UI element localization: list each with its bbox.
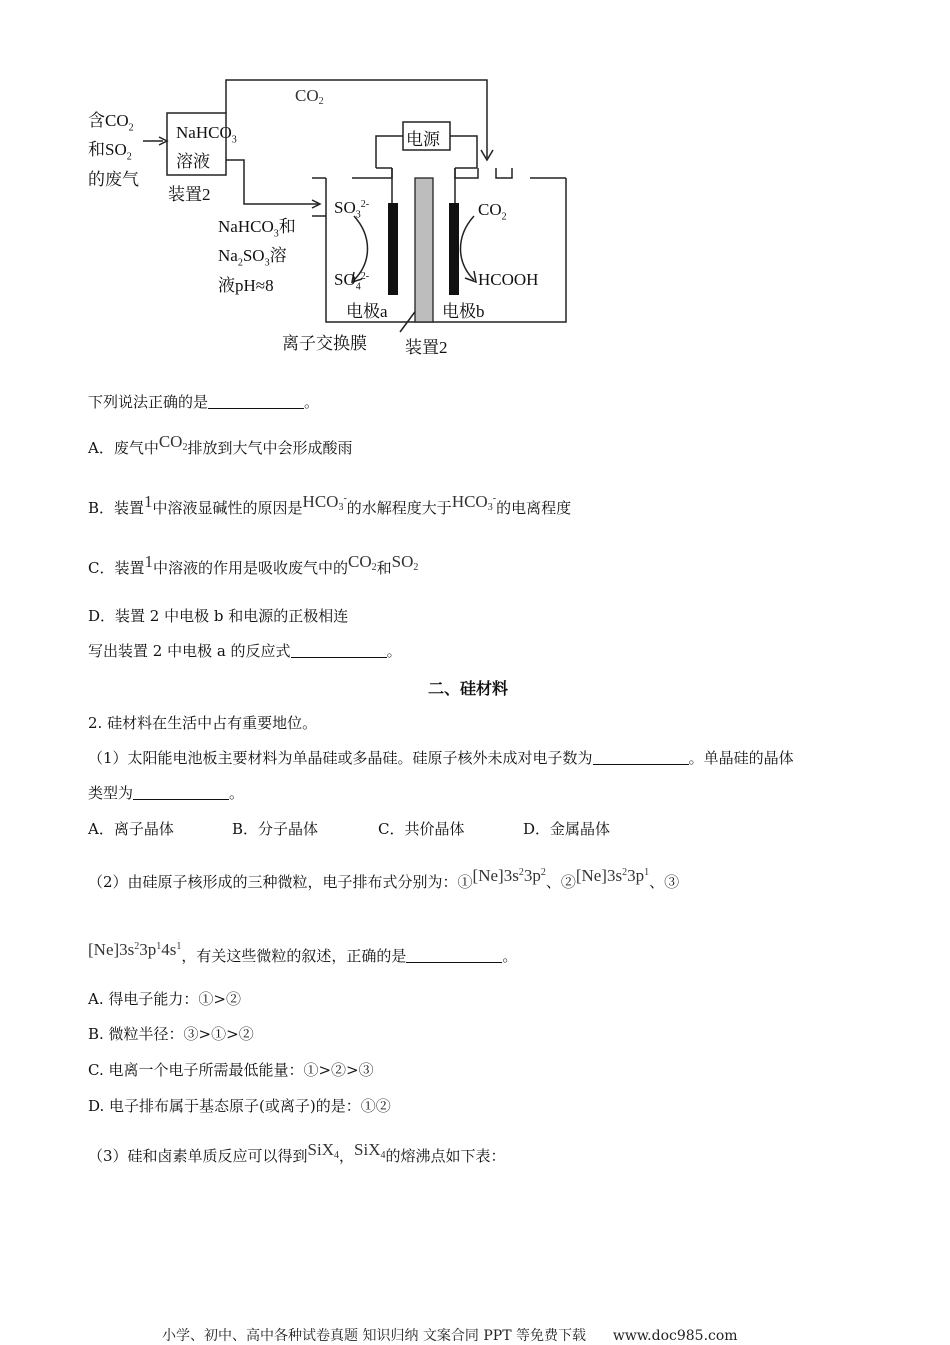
arrow-b: [461, 216, 475, 280]
sulfite-label: $SO_3^{2-}$: [334, 198, 370, 221]
q2-part2-line1: （2）由硅原子核形成的三种微粒，电子排布式分别为：$①[Ne]3s^23p^2$、$②[Ne]3s^23p^1$、③: [88, 866, 680, 891]
electrode-b-label: 电极b: [442, 302, 485, 321]
q1-option-c[interactable]: C．装置1中溶液的作用是吸收废气中的$CO_2$和$SO_2$: [88, 552, 419, 577]
choice-a[interactable]: A．离子晶体: [88, 820, 174, 838]
q2-part2-line2: $[Ne]3s^23p^14s^1$，有关这些微粒的叙述，正确的是 。: [88, 940, 518, 965]
footer-text: 小学、初中、高中各种试卷真题 知识归纳 文案合同 PPT 等免费下载: [162, 1328, 586, 1344]
sulfate-label: $SO_4^{2-}$: [334, 270, 370, 293]
power-label: 电源: [406, 130, 440, 149]
co2-top-label: $CO_2$: [295, 86, 324, 107]
choice-b[interactable]: B．分子晶体: [232, 820, 319, 838]
ion-exchange-membrane: [415, 178, 433, 322]
q2-intro: 2. 硅材料在生活中占有重要地位。: [88, 714, 318, 732]
electrode-a-label: 电极a: [346, 302, 388, 321]
nahco3-box-label: NaHCO$_3$ 溶液: [176, 123, 237, 172]
choice-d[interactable]: D．金属晶体: [523, 820, 611, 838]
q1-stem: 下列说法正确的是 。: [88, 393, 320, 411]
q2-part1-line2: 类型为 。: [88, 784, 245, 802]
membrane-label: 离子交换膜: [282, 334, 367, 353]
q1-option-b[interactable]: B．装置1中溶液显碱性的原因是$HCO_3^-$的水解程度大于$HCO_3^-$的电离程度: [88, 492, 572, 517]
feed-solution-label: NaHCO$_3$和 $Na_2SO_3$溶 液pH≈8: [218, 217, 296, 295]
waste-gas-label: 含$CO_2$ 和$SO_2$ 的废气: [88, 111, 139, 189]
q1-write-reaction: 写出装置 2 中电极 a 的反应式 。: [88, 642, 402, 660]
device-left-label: 装置2: [168, 185, 211, 204]
footer-url[interactable]: www.doc985.com: [612, 1328, 738, 1344]
section-title: 二、硅材料: [428, 679, 509, 698]
electrode-b: [449, 203, 459, 295]
device-bottom-label: 装置2: [405, 338, 448, 357]
feed-pipe: [226, 160, 318, 204]
q2-option-b[interactable]: B. 微粒半径：③>①>②: [88, 1025, 254, 1043]
q2-option-c[interactable]: C. 电离一个电子所需最低能量：①>②>③: [88, 1061, 374, 1079]
co2-pipe: [226, 80, 487, 158]
co2-right-label: $CO_2$: [478, 200, 507, 223]
choice-c[interactable]: C．共价晶体: [378, 820, 465, 838]
footer: [162, 1325, 738, 1345]
q1-option-d[interactable]: D．装置 2 中电极 b 和电源的正极相连: [88, 607, 349, 625]
electrode-a: [388, 203, 398, 295]
hcooh-label: HCOOH: [478, 270, 539, 289]
q2-option-a[interactable]: A. 得电子能力：①>②: [88, 990, 241, 1008]
q2-option-d[interactable]: D. 电子排布属于基态原子(或离子)的是：①②: [88, 1097, 391, 1115]
q2-part3: （3）硅和卤素单质反应可以得到SiX$_4$，SiX$_4$的熔沸点如下表：: [88, 1140, 506, 1165]
q2-part1-line1: （1）太阳能电池板主要材料为单晶硅或多晶硅。硅原子核外未成对电子数为 。单晶硅的晶体: [88, 749, 794, 767]
q1-option-a[interactable]: A．废气中$CO_2$排放到大气中会形成酸雨: [88, 432, 353, 457]
